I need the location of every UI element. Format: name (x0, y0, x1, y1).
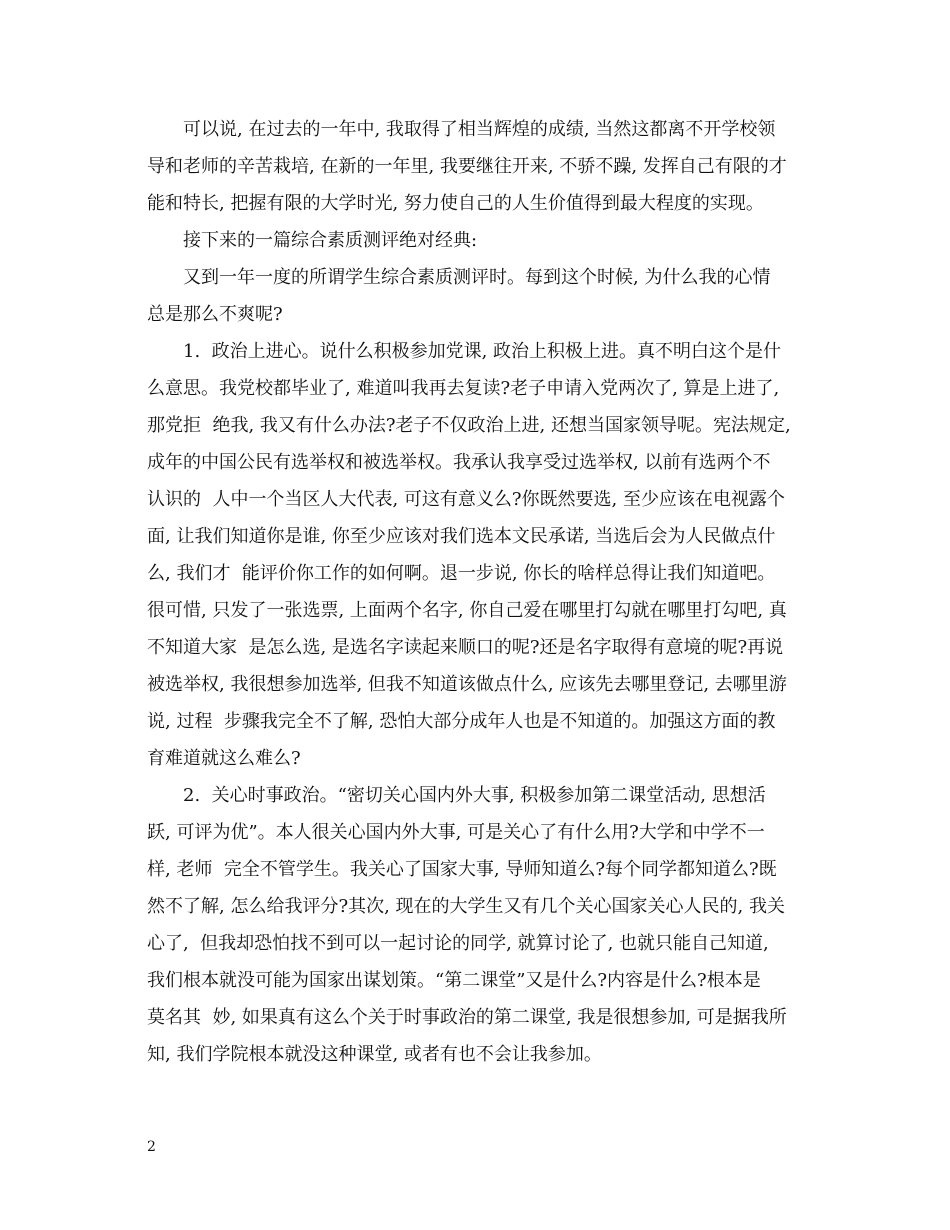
text-line: 可以说, 在过去的一年中, 我取得了相当辉煌的成绩, 当然这都离不开学校领 (147, 119, 776, 140)
page-number: 2 (147, 1139, 156, 1155)
text-line: 我们根本就没可能为国家出谋划策。“第二课堂”又是什么?内容是什么?根本是 (147, 970, 761, 991)
text-line: 接下来的一篇综合素质测评绝对经典: (147, 230, 478, 251)
text-line: 然不了解, 怎么给我评分?其次, 现在的大学生又有几个关心国家关心人民的, 我关 (147, 896, 785, 917)
text-line: 不知道大家 是怎么选, 是选名字读起来顺口的呢?还是名字取得有意境的呢?再说 (147, 637, 784, 658)
text-line: 又到一年一度的所谓学生综合素质测评时。每到这个时候, 为什么我的心情 (147, 267, 771, 288)
text-line: 说, 过程 步骤我完全不了解, 恐怕大部分成年人也是不知道的。加强这方面的教 (147, 711, 776, 732)
text-line: 那党拒 绝我, 我又有什么办法?老子不仅政治上进, 还想当国家领导呢。宪法规定, (147, 415, 791, 436)
text-line: 知, 我们学院根本就没这种课堂, 或者有也不会让我参加。 (147, 1044, 602, 1065)
text-line: 被选举权, 我很想参加选举, 但我不知道该做点什么, 应该先去哪里登记, 去哪里游 (147, 674, 787, 695)
text-line: 育难道就这么难么? (147, 748, 301, 769)
text-line: 1. 政治上进心。说什么积极参加党课, 政治上积极上进。真不明白这个是什 (147, 341, 782, 362)
text-line: 么意思。我党校都毕业了, 难道叫我再去复读?老子申请入党两次了, 算是上进了, (147, 378, 780, 399)
text-line: 成年的中国公民有选举权和被选举权。我承认我享受过选举权, 以前有选两个不 (147, 452, 771, 473)
text-line: 样, 老师 完全不管学生。我关心了国家大事, 导师知道么?每个同学都知道么?既 (147, 859, 777, 880)
text-line: 很可惜, 只发了一张选票, 上面两个名字, 你自己爱在哪里打勾就在哪里打勾吧, 真 (147, 600, 787, 621)
text-line: 么, 我们才 能评价你工作的如何啊。退一步说, 你长的啥样总得让我们知道吧。 (147, 563, 776, 584)
text-line: 跃, 可评为优”。本人很关心国内外大事, 可是关心了有什么用?大学和中学不一 (147, 822, 765, 843)
text-line: 心了, 但我却恐怕找不到可以一起讨论的同学, 就算讨论了, 也就只能自己知道, (147, 933, 769, 954)
text-line: 能和特长, 把握有限的大学时光, 努力使自己的人生价值得到最大程度的实现。 (147, 193, 764, 214)
text-line: 导和老师的辛苦栽培, 在新的一年里, 我要继往开来, 不骄不躁, 发挥自己有限的才 (147, 156, 787, 177)
text-line: 总是那么不爽呢? (147, 304, 283, 325)
text-line: 2. 关心时事政治。“密切关心国内外大事, 积极参加第二课堂活动, 思想活 (147, 785, 766, 806)
text-line: 认识的 人中一个当区人大代表, 可这有意义么?你既然要选, 至少应该在电视露个 (147, 489, 785, 510)
text-line: 莫名其 妙, 如果真有这么个关于时事政治的第二课堂, 我是很想参加, 可是据我所 (147, 1007, 787, 1028)
text-line: 面, 让我们知道你是谁, 你至少应该对我们选本文民承诺, 当选后会为人民做点什 (147, 526, 776, 547)
